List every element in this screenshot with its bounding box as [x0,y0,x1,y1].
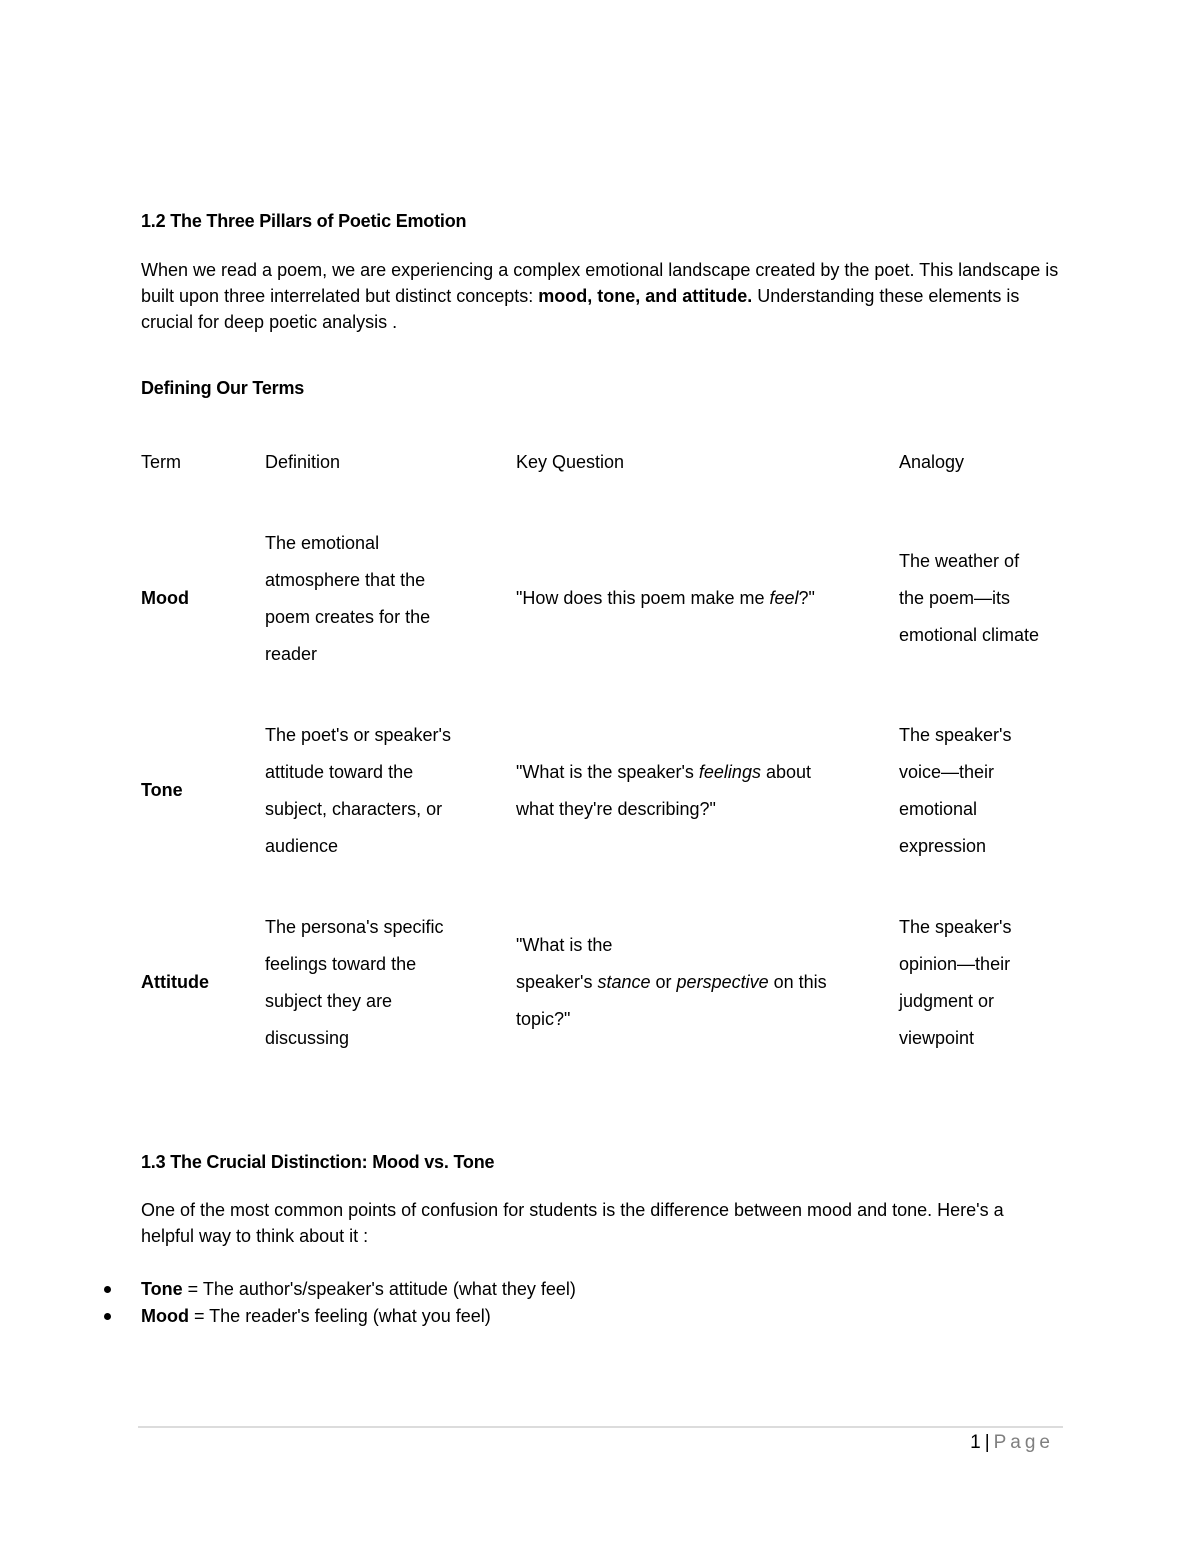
terms-heading: Defining Our Terms [141,378,305,398]
analogy-line: voice—their [899,762,995,782]
section-1-3-heading: 1.3 The Crucial Distinction: Mood vs. Tone [141,1152,495,1172]
analogy-line: emotional climate [899,625,1040,645]
definition-line: attitude toward the [265,762,414,782]
analogy-line: viewpoint [899,1028,975,1048]
definition-line: poem creates for the [265,607,431,627]
distinction-list [104,1276,576,1330]
column-header-key-question: Key Question [516,452,625,472]
analogy-line: emotional [899,799,978,819]
column-header-term: Term [141,452,181,472]
column-header-definition: Definition [265,452,341,472]
analogy-line: The speaker's [899,725,1012,745]
question-text: on this [768,972,827,992]
question-text: ?" [798,588,815,608]
definition-line: discussing [265,1028,350,1048]
analogy-line: expression [899,836,987,856]
column-header-analogy: Analogy [899,452,965,472]
intro-text-part1: When we read a poem, we are experiencing a complex emotional landscape created by the poet. This landscape is built upon three interrelated but distinct concepts: [141,260,1059,306]
question-text: speaker's [516,972,598,992]
bullet-term: Mood [141,1306,189,1326]
bullet-term: Tone [141,1279,183,1299]
question-text: "What is the speaker's [516,762,699,782]
question-emphasis: feelings [698,762,761,782]
term-cell: Mood [141,588,189,608]
analogy-cell [899,543,1039,654]
definition-cell [265,525,430,673]
definition-line: reader [265,644,318,664]
bullet-text: = The author's/speaker's attitude (what they feel) [182,1279,576,1299]
section-1-2-heading: 1.2 The Three Pillars of Poetic Emotion [141,211,467,231]
definition-cell [265,909,444,1057]
bullet-icon [104,1286,111,1293]
list-item [104,1303,576,1330]
question-text: "How does this poem make me [516,588,770,608]
analogy-line: judgment or [899,991,995,1011]
definition-line: subject, characters, or [265,799,443,819]
question-line [516,754,811,791]
analogy-cell [899,909,1012,1057]
section-1-2-intro [141,257,1061,335]
page-label: Page [993,1432,1054,1453]
key-question-cell [516,754,811,828]
bullet-text: = The reader's feeling (what you feel) [188,1306,491,1326]
question-line: topic?" [516,1009,571,1029]
definition-line: The poet's or speaker's [265,725,451,745]
intro-text-part2: Understanding these elements is crucial for deep poetic analysis . [141,286,1020,332]
question-emphasis: feel [769,588,799,608]
definition-line: atmosphere that the [265,570,426,590]
key-question-cell [516,580,815,617]
key-question-cell [516,927,827,1038]
bullet-icon [104,1313,111,1320]
question-text: or [650,972,677,992]
definition-line: The persona's specific [265,917,444,937]
page-number: 1 [970,1432,981,1453]
term-cell: Tone [141,780,183,800]
definition-line: feelings toward the [265,954,417,974]
analogy-line: the poem—its [899,588,1011,608]
section-1-3-intro: One of the most common points of confusion for students is the difference between mood and tone. Here's a helpful way to think about it : [141,1200,1004,1246]
definition-cell [265,717,451,865]
question-text: about [760,762,811,782]
definition-line: The emotional [265,533,380,553]
term-cell: Attitude [141,972,209,992]
analogy-cell [899,717,1012,865]
analogy-line: opinion—their [899,954,1011,974]
question-line: what they're describing?" [516,799,716,819]
question-line [516,964,827,1001]
definition-line: subject they are [265,991,393,1011]
question-emphasis: stance [597,972,651,992]
analogy-line: The speaker's [899,917,1012,937]
footer-divider [138,1426,1063,1428]
list-item [104,1276,576,1303]
page-footer [970,1430,1054,1456]
intro-bold-terms: mood, tone, and attitude. [538,286,753,306]
analogy-line: The weather of [899,551,1020,571]
question-emphasis: perspective [676,972,769,992]
question-line: "What is the [516,935,613,955]
definition-line: audience [265,836,339,856]
page-separator: | [984,1432,990,1453]
question-line [516,580,815,617]
